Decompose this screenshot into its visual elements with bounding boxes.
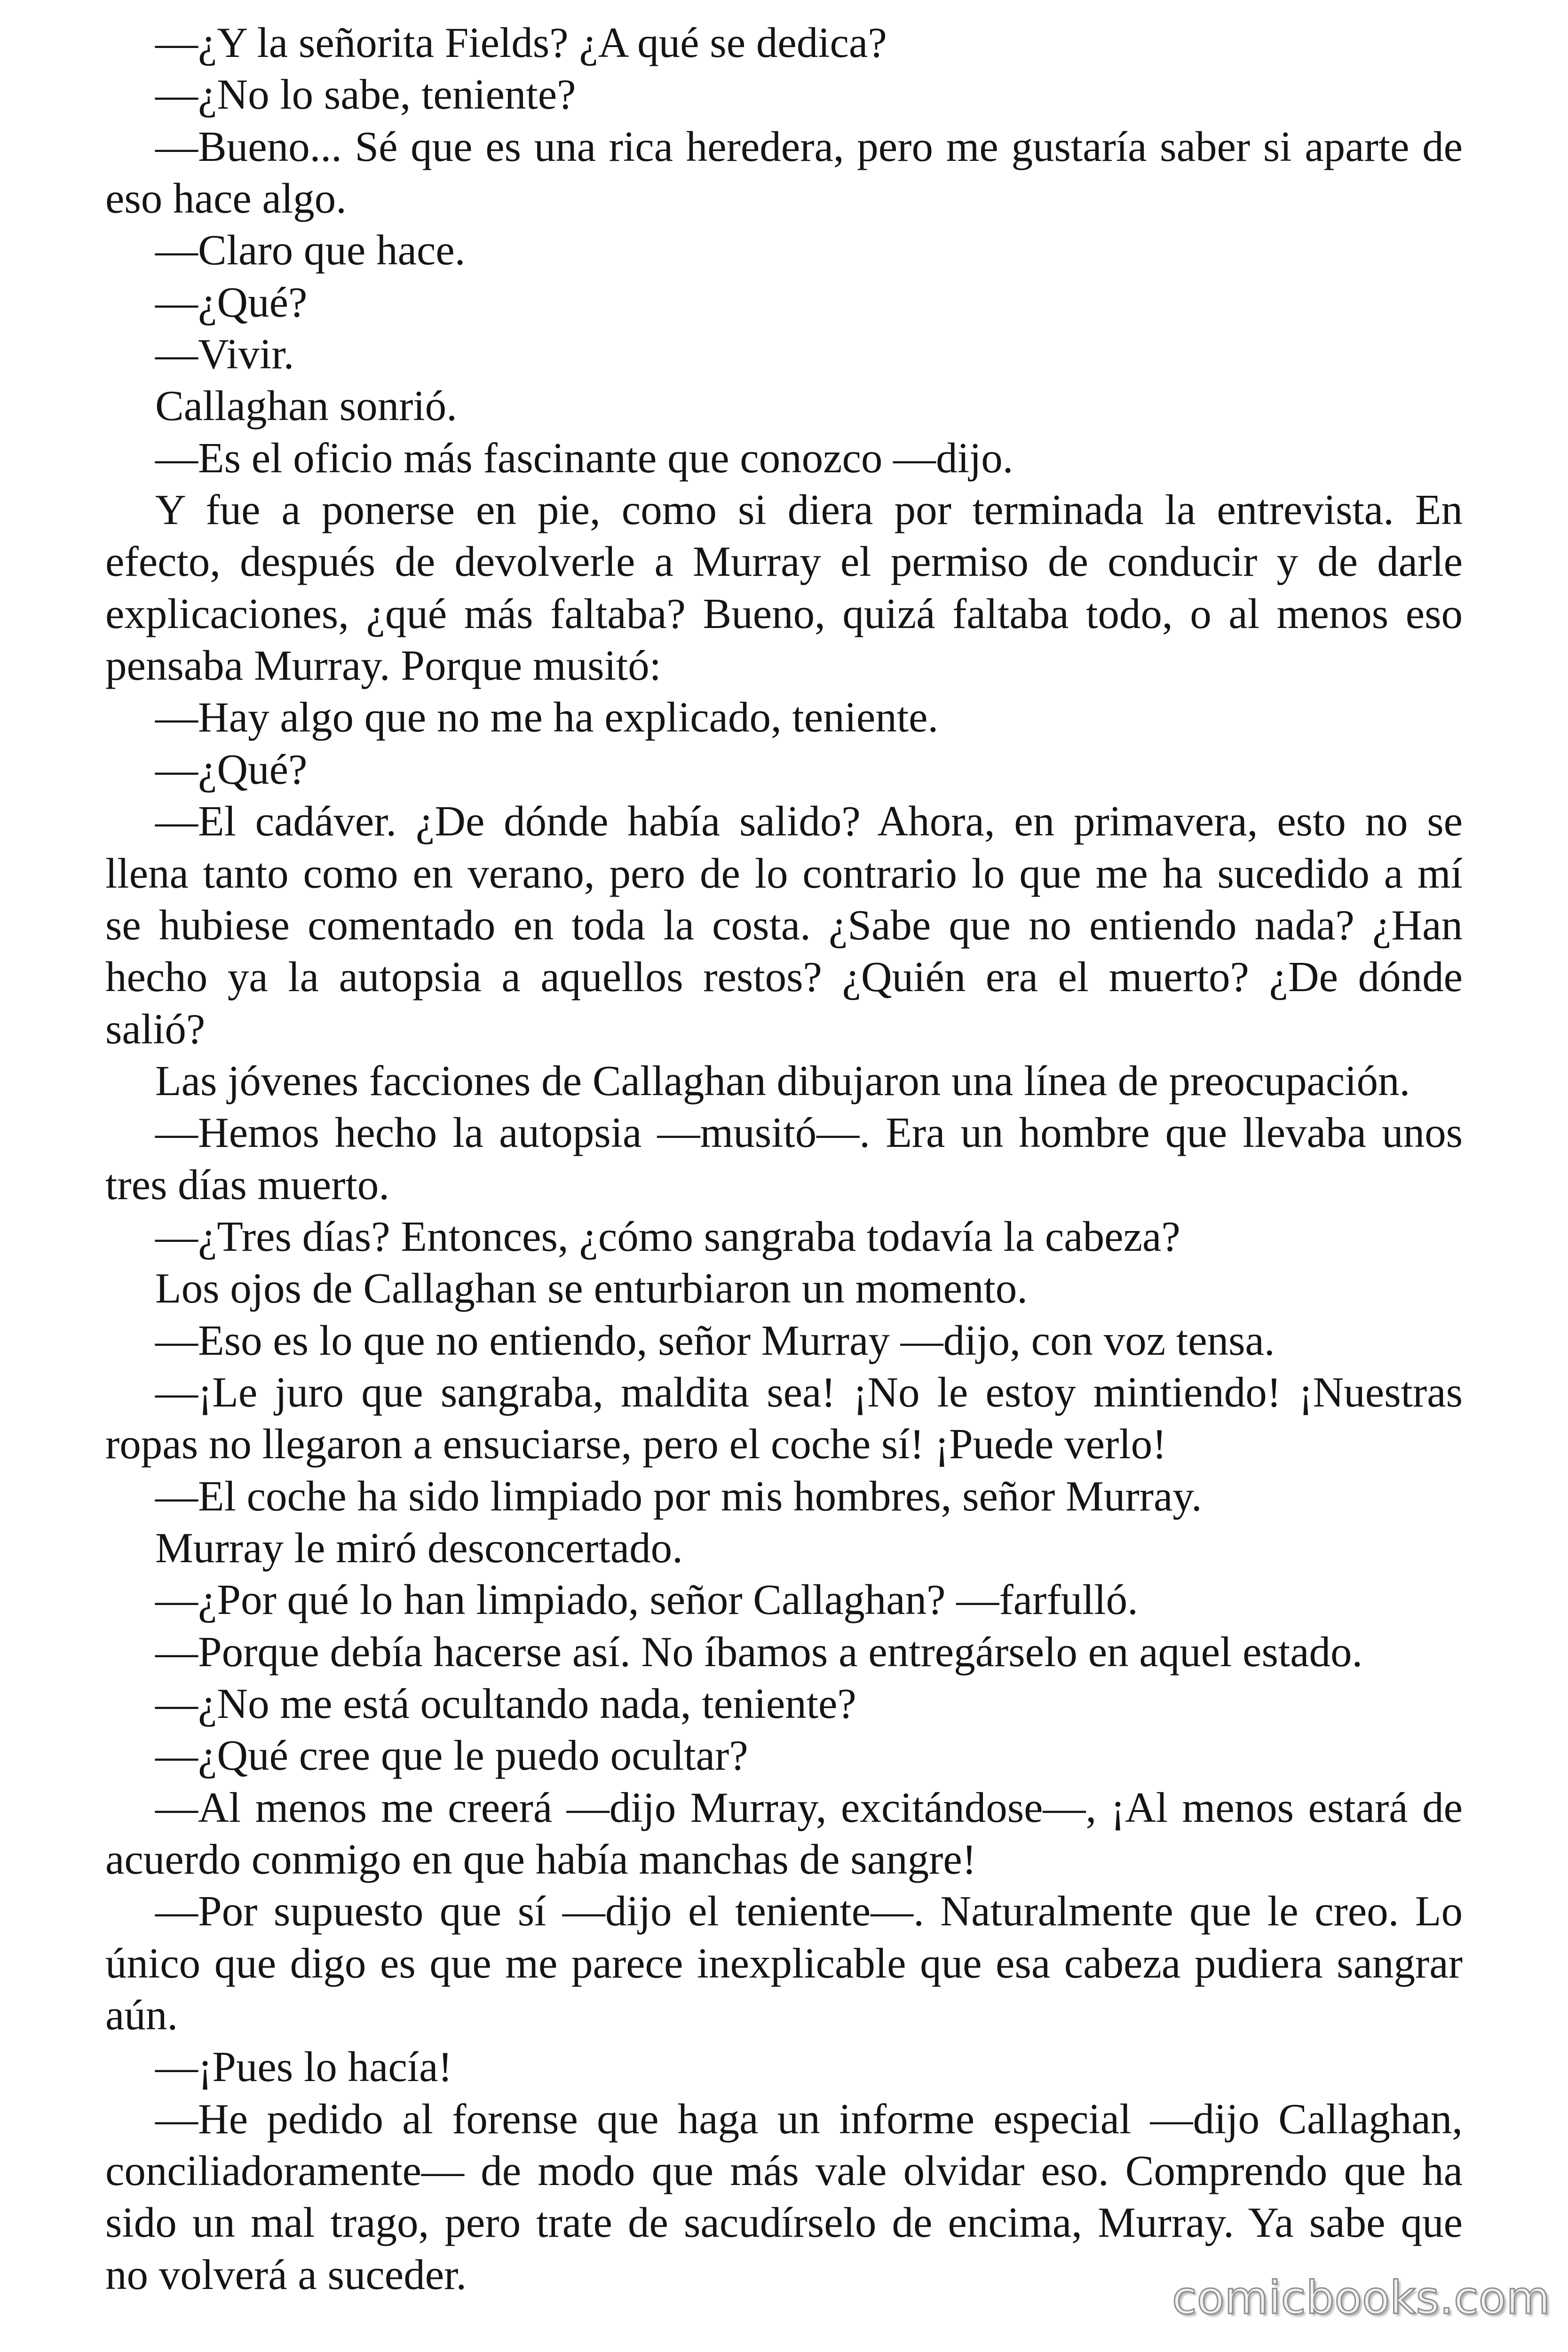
paragraph bbox=[105, 1885, 1463, 2041]
text-line: conciliadoramente— de modo que más vale olvidar eso. Comprendo que ha bbox=[105, 2147, 1463, 2195]
text-line: —¿No me está ocultando nada, teniente? bbox=[155, 1680, 856, 1727]
text-line: —Hay algo que no me ha explicado, teniente. bbox=[155, 693, 939, 741]
text-line: —¿Por qué lo han limpiado, señor Callaghan? —farfulló. bbox=[155, 1576, 1138, 1624]
paragraph bbox=[105, 432, 1463, 484]
paragraph bbox=[105, 121, 1463, 225]
text-line: —¿No lo sabe, teniente? bbox=[155, 71, 576, 119]
text-line: tres días muerto. bbox=[105, 1160, 389, 1208]
paragraph bbox=[105, 69, 1463, 120]
text-line: Murray le miró desconcertado. bbox=[155, 1524, 683, 1572]
text-line: —Por supuesto que sí —dijo el teniente—. Naturalmente que le creo. Lo bbox=[155, 1887, 1463, 1935]
text-line: Las jóvenes facciones de Callaghan dibujaron una línea de preocupación. bbox=[155, 1057, 1410, 1104]
paragraph bbox=[105, 277, 1463, 328]
paragraph bbox=[105, 1211, 1463, 1263]
text-line: eso hace algo. bbox=[105, 175, 347, 222]
text-line: —Hemos hecho la autopsia —musitó—. Era un hombre que llevaba unos bbox=[155, 1109, 1463, 1157]
text-line: —¿Tres días? Entonces, ¿cómo sangraba todavía la cabeza? bbox=[155, 1212, 1180, 1260]
text-line: se hubiese comentado en toda la costa. ¿Sabe que no entiendo nada? ¿Han bbox=[105, 901, 1463, 949]
paragraph bbox=[105, 17, 1463, 69]
paragraph bbox=[105, 1315, 1463, 1367]
text-line: llena tanto como en verano, pero de lo contrario lo que me ha sucedido a mí bbox=[105, 849, 1463, 897]
paragraph bbox=[105, 1678, 1463, 1730]
text-line: —¡Pues lo hacía! bbox=[155, 2043, 452, 2091]
paragraph bbox=[105, 1055, 1463, 1107]
text-line: —Eso es lo que no entiendo, señor Murray —dijo, con voz tensa. bbox=[155, 1316, 1275, 1364]
text-line: acuerdo conmigo en que había manchas de sangre! bbox=[105, 1836, 977, 1883]
text-line: sido un mal trago, pero trate de sacudírselo de encima, Murray. Ya sabe que bbox=[105, 2199, 1463, 2247]
text-line: —Al menos me creerá —dijo Murray, excitándose—, ¡Al menos estará de bbox=[155, 1783, 1463, 1831]
paragraph bbox=[105, 691, 1463, 743]
text-line: —Vivir. bbox=[155, 330, 294, 378]
text-line: —Porque debía hacerse así. No íbamos a entregárselo en aquel estado. bbox=[155, 1628, 1363, 1676]
text-line: —Es el oficio más fascinante que conozco —dijo. bbox=[155, 434, 1014, 482]
text-line: efecto, después de devolverle a Murray el permiso de conducir y de darle bbox=[105, 538, 1463, 586]
text-line: salió? bbox=[105, 1005, 206, 1053]
paragraph bbox=[105, 1730, 1463, 1781]
text-line: —Bueno... Sé que es una rica heredera, pero me gustaría saber si aparte de bbox=[155, 122, 1463, 170]
paragraph bbox=[105, 380, 1463, 432]
paragraph bbox=[105, 744, 1463, 795]
paragraph bbox=[105, 1522, 1463, 1574]
text-line: —El coche ha sido limpiado por mis hombres, señor Murray. bbox=[155, 1472, 1202, 1520]
text-line: Y fue a ponerse en pie, como si diera por terminada la entrevista. En bbox=[155, 486, 1463, 534]
paragraph bbox=[105, 1626, 1463, 1678]
paragraph bbox=[105, 1107, 1463, 1211]
paragraph bbox=[105, 1470, 1463, 1522]
text-line: Los ojos de Callaghan se enturbiaron un momento. bbox=[155, 1264, 1028, 1312]
paragraph bbox=[105, 2093, 1463, 2301]
text-line: único que digo es que me parece inexplicable que esa cabeza pudiera sangrar bbox=[105, 1939, 1463, 1987]
paragraph bbox=[105, 1782, 1463, 1886]
text-line: —He pedido al forense que haga un informe especial —dijo Callaghan, bbox=[155, 2095, 1463, 2143]
text-line: Callaghan sonrió. bbox=[155, 382, 457, 430]
paragraph bbox=[105, 2041, 1463, 2093]
book-page bbox=[105, 17, 1463, 2301]
text-line: —¿Y la señorita Fields? ¿A qué se dedica? bbox=[155, 19, 887, 66]
text-line: —Claro que hace. bbox=[155, 226, 466, 274]
text-line: pensaba Murray. Porque musitó: bbox=[105, 642, 661, 690]
text-line: —¿Qué? bbox=[155, 745, 308, 793]
paragraph bbox=[105, 224, 1463, 276]
text-line: hecho ya la autopsia a aquellos restos? ¿Quién era el muerto? ¿De dónde bbox=[105, 953, 1463, 1001]
paragraph bbox=[105, 484, 1463, 691]
text-line: —El cadáver. ¿De dónde había salido? Ahora, en primavera, esto no se bbox=[155, 797, 1463, 845]
paragraph bbox=[105, 795, 1463, 1055]
paragraph bbox=[105, 328, 1463, 380]
text-line: explicaciones, ¿qué más faltaba? Bueno, quizá faltaba todo, o al menos eso bbox=[105, 589, 1463, 637]
text-line: —¿Qué? bbox=[155, 278, 308, 326]
text-line: —¿Qué cree que le puedo ocultar? bbox=[155, 1732, 748, 1780]
text-line: no volverá a suceder. bbox=[105, 2250, 467, 2298]
paragraph bbox=[105, 1367, 1463, 1470]
text-line: ropas no llegaron a ensuciarse, pero el coche sí! ¡Puede verlo! bbox=[105, 1420, 1167, 1468]
paragraph bbox=[105, 1574, 1463, 1626]
watermark: comicbooks.com bbox=[1172, 2272, 1550, 2324]
text-line: aún. bbox=[105, 1991, 178, 2039]
paragraph bbox=[105, 1263, 1463, 1314]
text-line: —¡Le juro que sangraba, maldita sea! ¡No le estoy mintiendo! ¡Nuestras bbox=[155, 1368, 1463, 1416]
